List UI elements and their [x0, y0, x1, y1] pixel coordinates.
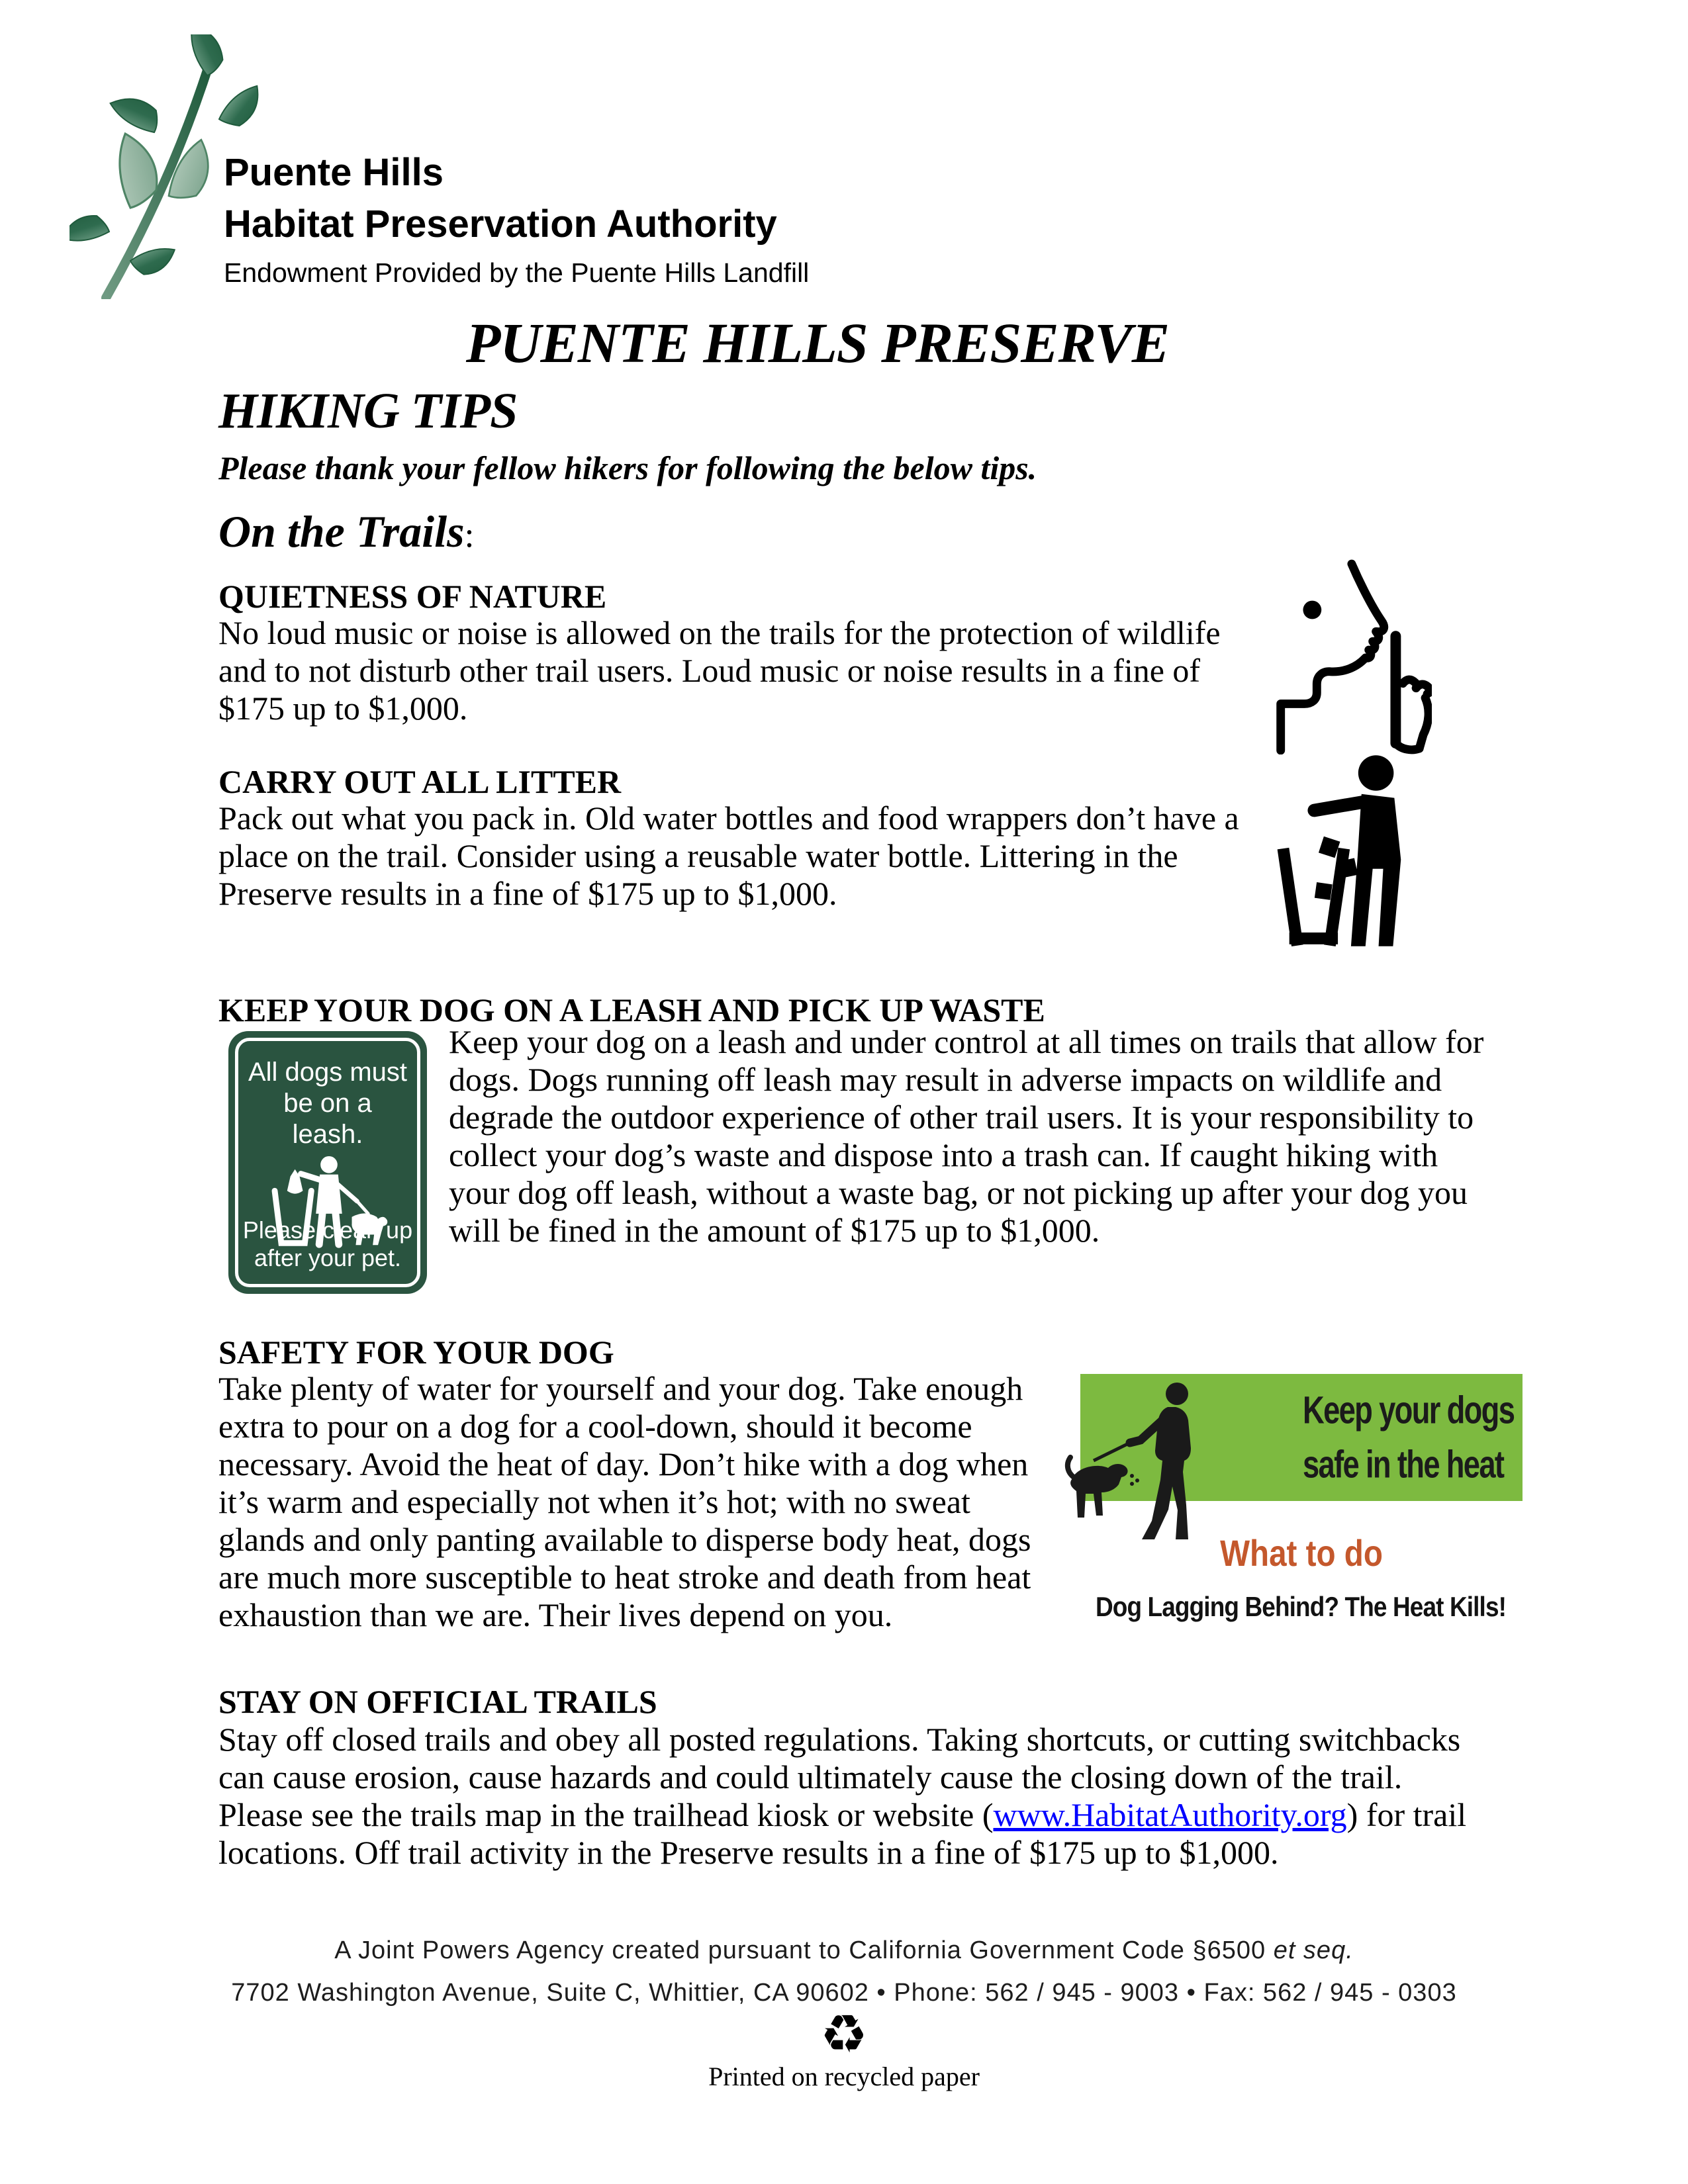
heading-dog-safety: SAFETY FOR YOUR DOG [218, 1334, 614, 1371]
logo-name-line2: Habitat Preservation Authority [224, 203, 777, 246]
footer-agency-text: A Joint Powers Agency created pursuant to California Government Code §6500 [334, 1936, 1274, 1964]
litter-disposal-icon [1266, 749, 1423, 953]
heat-banner-line2: safe in the heat [1303, 1443, 1504, 1486]
paragraph-quietness: No loud music or noise is allowed on the trails for the protection of wildlife and to not disturb other trail users. Loud music or noise results in a fine of $175 up to $1,000. [218, 614, 1221, 727]
heading-carry-out-litter: CARRY OUT ALL LITTER [218, 763, 622, 800]
sign-text-bottom: Please clean up after your pet. [242, 1216, 413, 1271]
heat-banner-text [1303, 1383, 1514, 1492]
paragraph-dog-safety: Take plenty of water for yourself and your dog. Take enough extra to pour on a dog for a cool-down, should it become necessary. Avoid the heat of day. Don’t hike with a dog when it’s warm and especially not when it’s hot; with no sweat glands and only panting available to disperse body heat, dogs are much more susceptible to heat stroke and death from heat exhaustion than we are. Their lives depend on you. [218, 1370, 1031, 1633]
heat-banner-subhead: What to do [1220, 1532, 1383, 1574]
trails-text-before-link: Stay off closed trails and obey all posted regulations. Taking shortcuts, or cutting switchbacks can cause erosion, cause hazards and could ultimately cause the closing down of the trail. Please see the trails map in the trailhead kiosk or website ( [218, 1721, 1461, 1833]
section-header-on-the-trails [218, 506, 475, 558]
habitat-authority-link[interactable]: www.HabitatAuthority.org [993, 1796, 1347, 1833]
quiet-shh-icon [1254, 557, 1432, 754]
heat-banner-line1: Keep your dogs [1303, 1388, 1515, 1432]
on-the-trails-colon: : [464, 515, 475, 555]
dog-leash-sign [228, 1031, 427, 1294]
footer-agency-line [0, 1936, 1688, 1965]
logo-name-line1: Puente Hills [224, 151, 444, 194]
heading-quietness-of-nature: QUIETNESS OF NATURE [218, 578, 607, 615]
recycle-icon: ♻ [820, 2003, 868, 2065]
trails-text-after-link: ) for trail locations. Off trail activity in the Preserve results in a fine of $175 up to $1,000. [218, 1796, 1467, 1871]
paragraph-litter: Pack out what you pack in. Old water bottles and food wrappers don’t have a place on the trail. Consider using a reusable water bottle. Littering in the Preserve results in a fine of $175 up to $1,000. [218, 799, 1239, 912]
paragraph-official-trails [218, 1721, 1486, 1872]
paragraph-dog-leash: Keep your dog on a leash and under control at all times on trails that allow for dogs. Dogs running off leash may result in adverse impacts on wildlife and degrade the outdoor experience of other trail users. It is your responsibility to collect your dog’s waste and dispose into a trash can. If caught hiking with your dog off leash, without a waste bag, or not picking up after your dog you will be fined in the amount of $175 up to $1,000. [449, 1023, 1484, 1249]
printed-on-recycled-paper: Printed on recycled paper [708, 2062, 980, 2091]
page-subtitle: HIKING TIPS [218, 383, 518, 439]
dog-leash-sign-border [235, 1038, 420, 1287]
page-title: PUENTE HILLS PRESERVE [465, 311, 1170, 375]
dog-walker-silhouette-icon [1063, 1379, 1262, 1541]
on-the-trails-label: On the Trails [218, 506, 465, 557]
sign-text-top: All dogs must be on a leash. [248, 1058, 408, 1149]
footer-address-line: 7702 Washington Avenue, Suite C, Whittier, CA 90602 • Phone: 562 / 945 - 9003 • Fax: 562 / 945 - 0303 [231, 1979, 1457, 2007]
logo-endowment-line: Endowment Provided by the Puente Hills Landfill [224, 257, 810, 288]
heading-dog-leash: KEEP YOUR DOG ON A LEASH AND PICK UP WASTE [218, 991, 1045, 1028]
page-tagline: Please thank your fellow hikers for following the below tips. [218, 449, 1037, 486]
heat-banner-warning: Dog Lagging Behind? The Heat Kills! [1095, 1591, 1507, 1622]
logo-text-block [224, 151, 809, 289]
heading-official-trails: STAY ON OFFICIAL TRAILS [218, 1683, 657, 1720]
footer-et-seq: et seq. [1273, 1936, 1354, 1964]
